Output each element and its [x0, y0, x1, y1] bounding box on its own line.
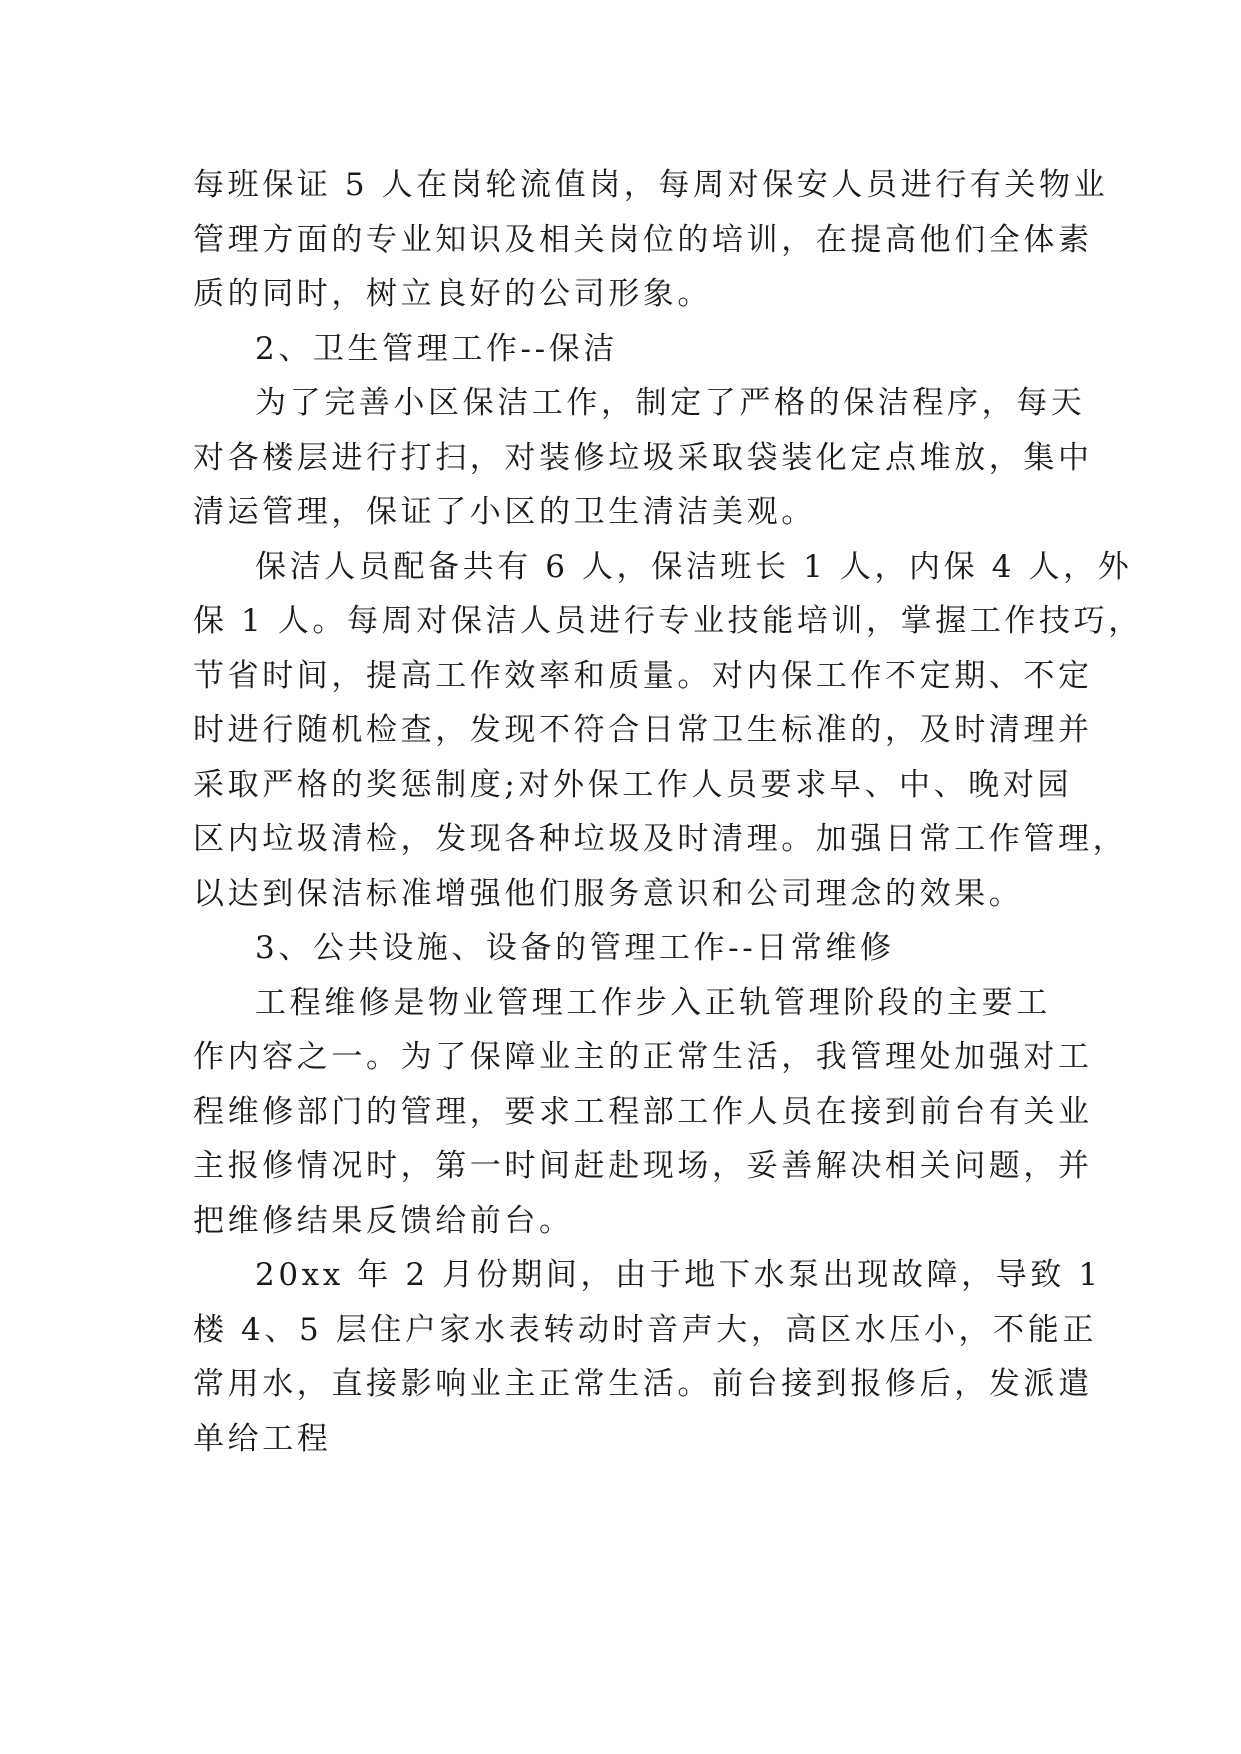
text-line: 作内容之一。为了保障业主的正常生活，我管理处加强对工: [193, 1039, 1093, 1075]
text-line: 把维修结果反馈给前台。: [193, 1202, 574, 1239]
text-line: 区内垃圾清检，发现各种垃圾及时清理。加强日常工作管理，: [193, 821, 1128, 857]
text-line: 对各楼层进行打扫，对装修垃圾采取袋装化定点堆放，集中: [193, 439, 1093, 476]
document-body: [193, 158, 1143, 1466]
text-line: 节省时间，提高工作效率和质量。对内保工作不定期、不定: [193, 657, 1093, 694]
text-line: 程维修部门的管理，要求工程部工作人员在接到前台有关业: [193, 1093, 1093, 1130]
text-line: 每班保证 5 人在岗轮流值岗，每周对保安人员进行有关物业: [193, 167, 1109, 203]
text-line: 20xx 年 2 月份期间，由于地下水泵出现故障，导致 1: [255, 1257, 1102, 1293]
text-line: 保 1 人。每周对保洁人员进行专业技能培训，掌握工作技巧，: [193, 603, 1143, 639]
text-line: 常用水，直接影响业主正常生活。前台接到报修后，发派遣: [193, 1366, 1093, 1402]
text-line: 质的同时，树立良好的公司形象。: [193, 276, 712, 312]
text-line: 为了完善小区保洁工作，制定了严格的保洁程序，每天: [255, 385, 1086, 421]
text-line: 保洁人员配备共有 6 人，保洁班长 1 人，内保 4 人，外: [255, 548, 1133, 585]
text-line: 工程维修是物业管理工作步入正轨管理阶段的主要工: [255, 984, 1051, 1021]
text-line: 楼 4、5 层住户家水表转动时音声大，高区水压小，不能正: [193, 1311, 1097, 1348]
text-line: 2、卫生管理工作--保洁: [255, 330, 618, 367]
text-line: 主报修情况时，第一时间赶赴现场，妥善解决相关问题，并: [193, 1148, 1093, 1184]
text-line: 清运管理，保证了小区的卫生清洁美观。: [193, 494, 816, 530]
text-line: 3、公共设施、设备的管理工作--日常维修: [255, 930, 895, 966]
text-line: 时进行随机检查，发现不符合日常卫生标准的，及时清理并: [193, 712, 1093, 748]
text-line: 单给工程: [193, 1420, 332, 1457]
text-line: 管理方面的专业知识及相关岗位的培训，在提高他们全体素: [193, 221, 1093, 258]
text-line: 采取严格的奖惩制度;对外保工作人员要求早、中、晚对园: [193, 766, 1073, 803]
text-line: 以达到保洁标准增强他们服务意识和公司理念的效果。: [193, 875, 1024, 912]
